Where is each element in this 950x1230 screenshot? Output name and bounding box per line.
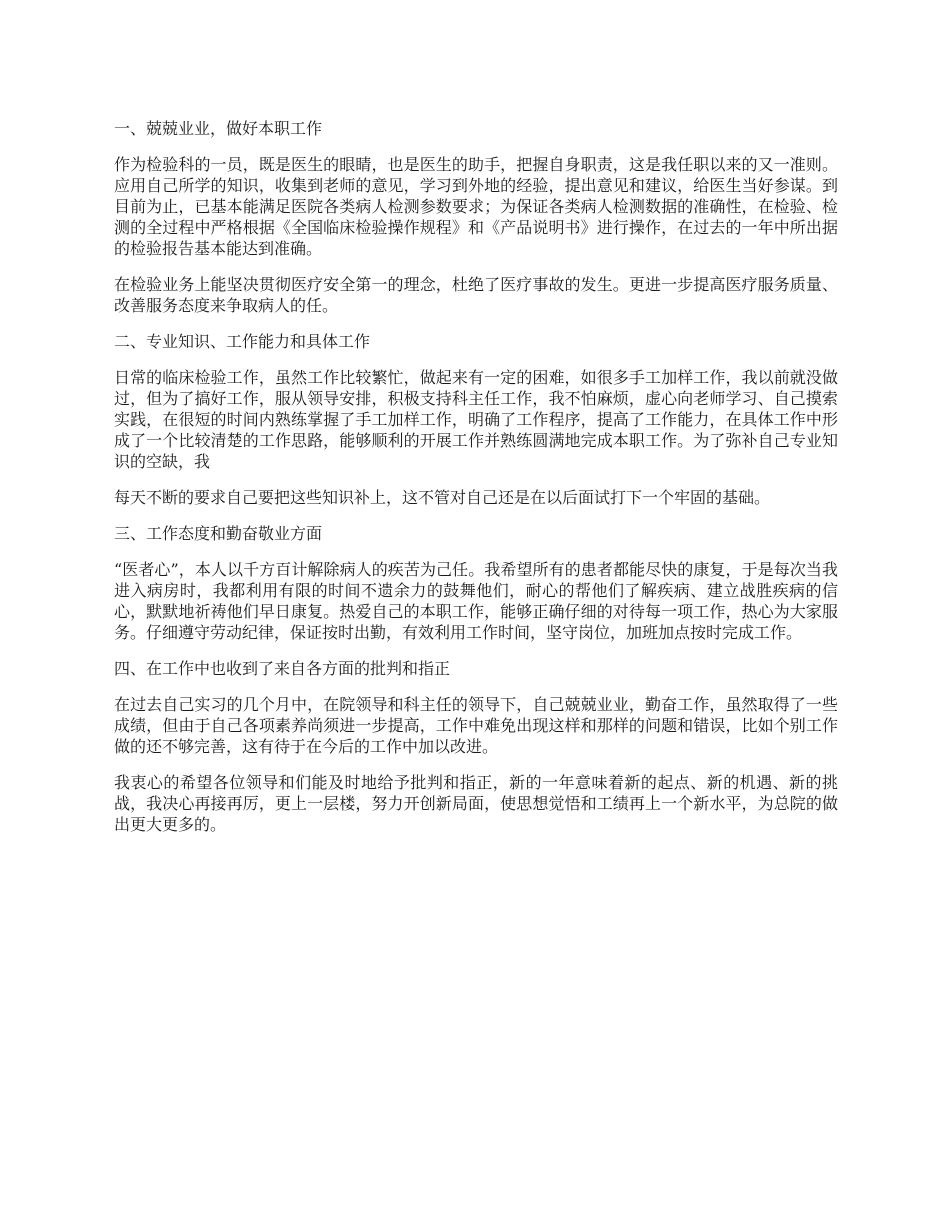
section-3 [114, 523, 838, 643]
section-heading: 三、工作态度和勤奋敬业方面 [114, 524, 323, 543]
section-4 [114, 658, 838, 835]
section-heading: 一、兢兢业业，做好本职工作 [114, 119, 323, 138]
paragraph: 每天不断的要求自己要把这些知识补上，这不管对自己还是在以后面试打下一个牢固的基础。 [114, 488, 771, 507]
paragraph: 我衷心的希望各位领导和们能及时地给予批判和指正，新的一年意味着新的起点、新的机遇、新的挑战，我决心再接再厉，更上一层楼，努力开创新局面，使思想觉悟和工绩再上一个新水平，为总院的做出更大更多的。 [114, 773, 838, 834]
document-page [114, 118, 838, 850]
paragraph: 在检验业务上能坚决贯彻医疗安全第一的理念，杜绝了医疗事故的发生。更进一步提高医疗服务质量、改善服务态度来争取病人的任。 [114, 275, 838, 315]
paragraph: 日常的临床检验工作，虽然工作比较繁忙，做起来有一定的困难，如很多手工加样工作，我以前就没做过，但为了搞好工作，服从领导安排，积极支持科主任工作，我不怕麻烦，虚心向老师学习、自己摸索实践，在很短的时间内熟练掌握了手工加样工作，明确了工作程序，提高了工作能力，在具体工作中形成了一个比较清楚的工作思路，能够顺利的开展工作并熟练圆满地完成本职工作。为了弥补自己专业知识的空缺，我 [114, 368, 838, 471]
paragraph: 作为检验科的一员，既是医生的眼睛，也是医生的助手，把握自身职责，这是我任职以来的又一准则。应用自己所学的知识，收集到老师的意见，学习到外地的经验，提出意见和建议，给医生当好参谋。到目前为止，已基本能满足医院各类病人检测参数要求；为保证各类病人检测数据的准确性，在检验、检测的全过程中严格根据《全国临床检验操作规程》和《产品说明书》进行操作，在过去的一年中所出据的检验报告基本能达到准确。 [114, 155, 838, 258]
section-heading: 四、在工作中也收到了来自各方面的批判和指正 [114, 659, 451, 678]
paragraph: 在过去自己实习的几个月中，在院领导和科主任的领导下，自己兢兢业业，勤奋工作，虽然取得了一些成绩，但由于自己各项素养尚须进一步提高，工作中难免出现这样和那样的问题和错误，比如个别工作做的还不够完善，这有待于在今后的工作中加以改进。 [114, 695, 838, 756]
section-2 [114, 331, 838, 508]
section-heading: 二、专业知识、工作能力和具体工作 [114, 332, 371, 351]
paragraph: “医者心”，本人以千方百计解除病人的疾苦为己任。我希望所有的患者都能尽快的康复，于是每次当我进入病房时，我都利用有限的时间不遗余力的鼓舞他们，耐心的帮他们了解疾病、建立战胜疾病的信心，默默地祈祷他们早日康复。热爱自己的本职工作，能够正确仔细的对待每一项工作，热心为大家服务。仔细遵守劳动纪律，保证按时出勤，有效利用工作时间，坚守岗位，加班加点按时完成工作。 [114, 560, 838, 642]
section-1 [114, 118, 838, 316]
